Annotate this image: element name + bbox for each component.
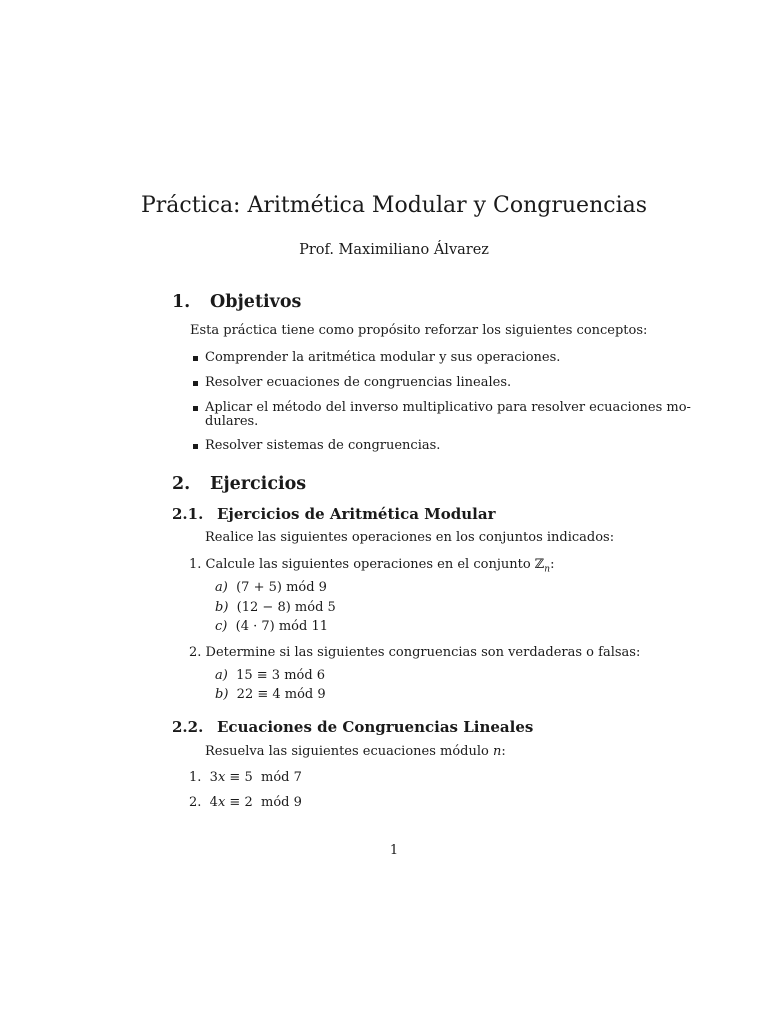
set-symbol: ℤ	[534, 557, 545, 572]
subsection-intro: Realice las siguientes operaciones en los conjuntos indicados:	[205, 530, 615, 545]
sub-item	[215, 600, 336, 615]
document-author: Prof. Maximiliano Álvarez	[299, 242, 489, 258]
equation-variable: x	[217, 795, 226, 810]
page-number: 1	[389, 843, 399, 858]
list-item-continuation: dulares.	[205, 414, 259, 429]
list-item: Comprender la aritmética modular y sus operaciones.	[205, 350, 561, 365]
enumerated-item	[189, 557, 554, 575]
list-item: Aplicar el método del inverso multiplicativo para resolver ecuaciones mo-	[205, 400, 691, 415]
item-text: Determine si las siguientes congruencias son verdaderas o falsas:	[205, 645, 641, 660]
subsection-number: 2.2.	[172, 718, 204, 736]
item-colon: :	[550, 557, 555, 572]
intro-variable: n	[493, 744, 502, 759]
sub-item-label: b)	[215, 687, 229, 702]
section-heading-objetivos	[172, 292, 472, 316]
sub-item-label: a)	[215, 668, 228, 683]
item-label: 1.	[189, 557, 202, 572]
bullet-marker	[193, 356, 198, 361]
sub-item	[215, 668, 325, 683]
sub-item	[215, 619, 328, 634]
section-title: Objetivos	[210, 292, 302, 312]
sub-item-label: c)	[215, 619, 228, 634]
list-item: Resolver ecuaciones de congruencias lineales.	[205, 375, 512, 390]
sub-item-label: a)	[215, 580, 228, 595]
equation-coefficient: 4	[209, 795, 218, 810]
sub-item-expression: (7 + 5) mód 9	[236, 580, 327, 595]
bullet-marker	[193, 444, 198, 449]
sub-item	[215, 580, 327, 595]
sub-item	[215, 687, 326, 702]
section-heading-ejercicios	[172, 474, 472, 498]
bullet-marker	[193, 406, 198, 411]
sub-item-expression: 15 ≡ 3 mód 6	[236, 668, 326, 683]
equation-rest: ≡ 5 mód 7	[225, 770, 302, 785]
subsection-number: 2.1.	[172, 505, 204, 523]
subsection-intro	[205, 744, 506, 759]
sub-item-label: b)	[215, 600, 229, 615]
item-text: Calcule las siguientes operaciones en el conjunto	[205, 557, 531, 572]
section-number: 1.	[172, 292, 191, 312]
bullet-marker	[193, 381, 198, 386]
equation-rest: ≡ 2 mód 9	[225, 795, 302, 810]
set-subscript: n	[544, 564, 551, 575]
sub-item-expression: (4 · 7) mód 11	[235, 619, 328, 634]
enumerated-item	[189, 645, 640, 660]
item-label: 1.	[189, 770, 202, 785]
subsection-heading-2-2	[172, 718, 572, 738]
equation-item	[189, 770, 302, 785]
subsection-heading-2-1	[172, 505, 572, 525]
subsection-title: Ejercicios de Aritmética Modular	[217, 505, 496, 523]
section-title: Ejercicios	[210, 474, 307, 494]
section-number: 2.	[172, 474, 191, 494]
equation-variable: x	[217, 770, 226, 785]
equation-coefficient: 3	[209, 770, 218, 785]
item-label: 2.	[189, 795, 202, 810]
subsection-title: Ecuaciones de Congruencias Lineales	[217, 718, 534, 736]
intro-colon: :	[501, 744, 506, 759]
intro-text: Resuelva las siguientes ecuaciones módulo	[205, 744, 489, 759]
document-title: Práctica: Aritmética Modular y Congruencias	[140, 193, 648, 218]
item-label: 2.	[189, 645, 202, 660]
section-intro: Esta práctica tiene como propósito reforzar los siguientes conceptos:	[190, 323, 648, 338]
equation-item	[189, 795, 302, 810]
sub-item-expression: (12 − 8) mód 5	[236, 600, 336, 615]
list-item: Resolver sistemas de congruencias.	[205, 438, 441, 453]
sub-item-expression: 22 ≡ 4 mód 9	[236, 687, 326, 702]
